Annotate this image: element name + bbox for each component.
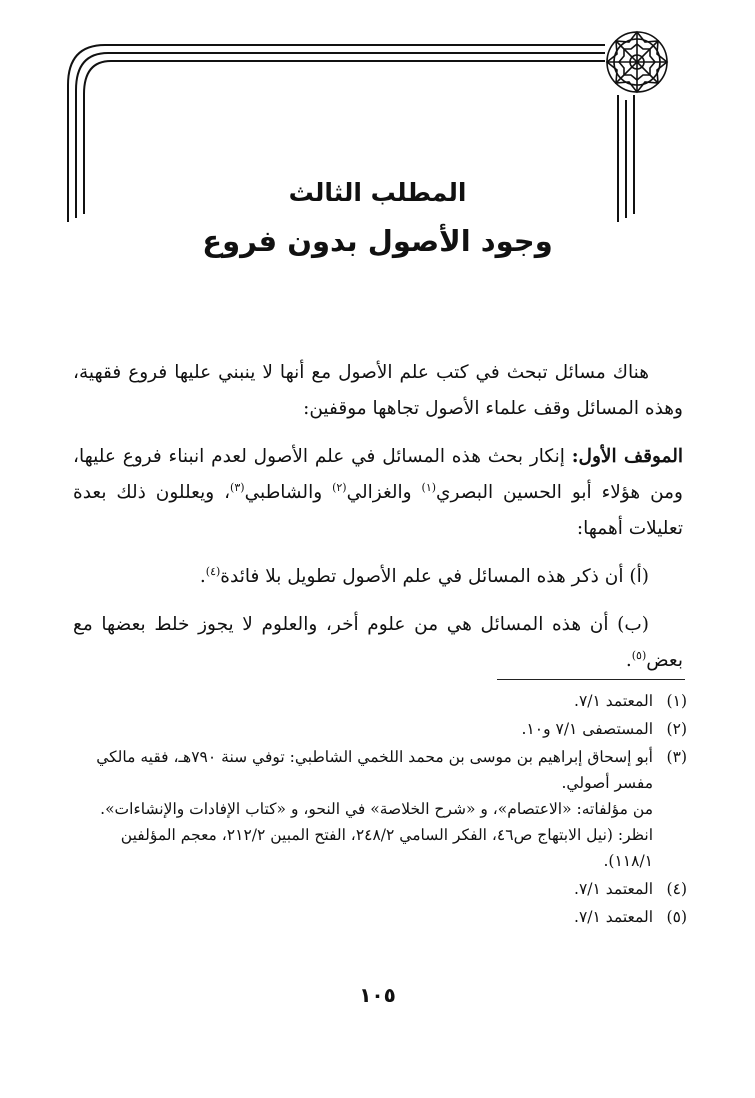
reason-b-text: (ب) أن هذه المسائل هي من علوم أخر، والعلوم لا يجوز خلط بعضها مع بعض (73, 614, 683, 671)
position-one-text-b: ، ويعللون ذلك بعدة تعليلات أهمها: (73, 482, 683, 539)
footnote-text: المستصفى ٧/١ و١٠. (521, 720, 653, 738)
footnote-ref-2: (٢) (332, 480, 347, 494)
reason-b-paragraph (73, 607, 683, 679)
footnote-text: المعتمد ٧/١. (574, 908, 653, 926)
footnote-2 (72, 716, 687, 742)
intro-paragraph: هناك مسائل تبحث في كتب علم الأصول مع أنها لا ينبني عليها فروع فقهية، وهذه المسائل وقف علماء الأصول تجاهها موقفين: (73, 362, 683, 419)
footnote-text: انظر: (نيل الابتهاج ص٤٦، الفكر السامي ٢٤٨/٢، الفتح المبين ٢١٢/٢، معجم المؤلفين ١١٨/١). (120, 826, 653, 870)
footnote-number: (٤) (666, 880, 687, 898)
footnote-text: من مؤلفاته: «الاعتصام»، و «شرح الخلاصة» في النحو، و «كتاب الإفادات والإنشاءات». (100, 800, 653, 818)
position-one-text-a: إنكار بحث هذه المسائل في علم الأصول لعدم انبناء فروع عليها، ومن هؤلاء أبو الحسين البصري (73, 446, 683, 503)
footnote-ref-3: (٣) (230, 480, 245, 494)
footnote-5 (72, 904, 687, 930)
footnote-3 (72, 744, 687, 874)
reason-a-text: (أ) أن ذكر هذه المسائل في علم الأصول تطويل بلا فائدة (220, 566, 649, 587)
footnote-1 (72, 688, 687, 714)
footnote-text: المعتمد ٧/١. (574, 692, 653, 710)
footnote-text: المعتمد ٧/١. (574, 880, 653, 898)
footnotes (72, 688, 687, 932)
reason-a-paragraph (73, 559, 683, 595)
reason-a-end: . (199, 566, 206, 587)
footnote-4 (72, 876, 687, 902)
reason-b-end: . (625, 650, 632, 671)
shatibi-text: والشاطبي (244, 482, 333, 503)
footnote-ref-1: (١) (421, 480, 437, 494)
footnote-ref-4: (٤) (205, 564, 221, 578)
footnote-number: (١) (666, 692, 687, 710)
position-one-paragraph (73, 439, 683, 547)
section-title: المطلب الثالث (288, 178, 467, 207)
footnote-divider (497, 679, 685, 680)
ghazali-text: والغزالي (346, 482, 422, 503)
footnote-number: (٢) (666, 720, 687, 738)
section-heading (0, 175, 755, 261)
section-subtitle: وجود الأصول بدون فروع (202, 224, 553, 258)
islamic-star-rosette-icon (607, 32, 667, 92)
footnote-text: أبو إسحاق إبراهيم بن موسى بن محمد اللخمي الشاطبي: توفي سنة ٧٩٠هـ، فقيه مالكي مفسر أصولي. (96, 748, 653, 792)
footnote-ref-5: (٥) (631, 648, 647, 662)
position-one-label: الموقف الأول: (571, 446, 684, 467)
footnote-number: (٣) (666, 748, 687, 766)
main-text (73, 355, 683, 691)
footnote-number: (٥) (666, 908, 687, 926)
page-number: ١٠٥ (359, 983, 396, 1007)
